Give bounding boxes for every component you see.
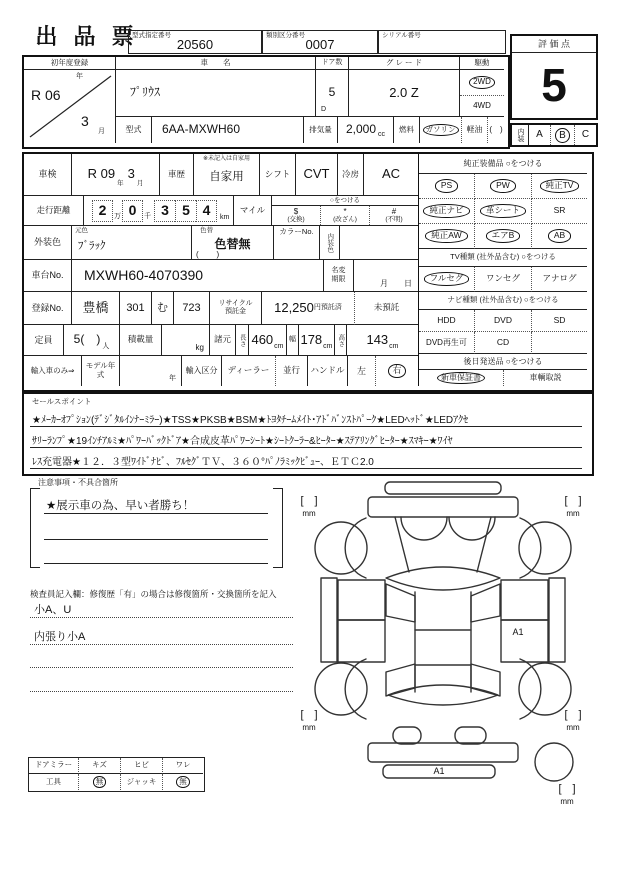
height-value: 143 cm bbox=[347, 325, 418, 356]
sill-right bbox=[549, 578, 565, 662]
first-reg-year-unit: 年 bbox=[76, 73, 83, 80]
class-code-value: 0007 bbox=[305, 36, 335, 52]
handle-label: ハンドル bbox=[308, 356, 348, 386]
inspector-label: 検査員記入欄：修復歴「有」の場合は修復箇所・交換箇所を記入 bbox=[30, 589, 277, 599]
front-bumper bbox=[368, 497, 518, 517]
ship-manual: 車輌取説 bbox=[529, 373, 562, 383]
dims-label: 諸元 bbox=[210, 325, 236, 356]
mm-bracket-bottom-left: [ ] bbox=[300, 708, 318, 721]
history-label: 車歴 bbox=[160, 154, 194, 196]
vehicle-table bbox=[22, 55, 510, 149]
recycle-label: リサイクル 預託金 bbox=[210, 292, 262, 325]
model-year-label: モデル年式 bbox=[82, 356, 120, 386]
fuel-gasoline: ガソリン bbox=[420, 117, 462, 143]
interior-color-label: 内装色 bbox=[320, 226, 340, 260]
rename-limit-value: 月 日 bbox=[354, 260, 418, 292]
inspector-line-1: 小A、U bbox=[30, 600, 293, 618]
handle-left: 左 bbox=[348, 356, 376, 386]
score-value: 5 bbox=[541, 59, 567, 112]
class-code-label: 類別区分番号 bbox=[266, 32, 305, 39]
interior-grade-box bbox=[510, 123, 598, 147]
handle-right: 右 bbox=[376, 356, 418, 386]
door-front-right bbox=[501, 580, 548, 620]
tools-tool: 工具 bbox=[29, 774, 79, 790]
import-dealer: ディーラー bbox=[222, 356, 276, 386]
inspector-line-2: 内張り小A bbox=[30, 627, 293, 645]
tv-analog: アナログ bbox=[532, 267, 587, 292]
mileage-label: 走行距離 bbox=[24, 196, 84, 226]
tools-chip: ワレ bbox=[163, 758, 203, 774]
reg-area: 豊橋 bbox=[72, 292, 120, 325]
equip-item-airbag: エアB bbox=[475, 224, 532, 249]
ship-warranty: 新車保証書 bbox=[419, 370, 504, 386]
shift-value: CVT bbox=[296, 154, 338, 196]
wheel-front-right bbox=[519, 522, 571, 574]
tail-light-right bbox=[455, 727, 486, 744]
class-code-box bbox=[262, 30, 378, 54]
equip-item-ps: PS bbox=[419, 174, 475, 199]
interior-grade-a: A bbox=[529, 125, 551, 145]
caution-line-3 bbox=[44, 542, 268, 564]
a-pillar-right bbox=[477, 517, 491, 572]
damage-mark-bumper: A1 bbox=[433, 766, 445, 776]
drive-header: 駆動 bbox=[460, 57, 504, 70]
mm-label-bottom-left: mm bbox=[302, 723, 316, 733]
score-label: 評 価 点 bbox=[512, 36, 596, 53]
navi-sd: SD bbox=[532, 310, 587, 332]
damage-mark-door: A1 bbox=[512, 627, 524, 637]
length-label: 長さ bbox=[236, 325, 249, 356]
tv-oneseg: ワンセグ bbox=[475, 267, 532, 292]
shift-label: シフト bbox=[260, 154, 296, 196]
interior-label: 内装 bbox=[512, 125, 529, 145]
page-title: 出 品 票 bbox=[35, 24, 139, 50]
vehicle-diagram bbox=[288, 480, 608, 825]
inspector-line-3 bbox=[30, 651, 293, 668]
windshield bbox=[386, 567, 500, 590]
color-change-cell: 色替 色替無 ( ) bbox=[192, 226, 274, 260]
spare-tire bbox=[535, 743, 573, 781]
caution-label: 注意事項・不具合箇所 bbox=[38, 478, 118, 487]
model-year-value: 年 bbox=[120, 356, 182, 386]
serial-label: シリアル番号 bbox=[382, 32, 421, 39]
model-value: 6AA-MXWH60 bbox=[152, 117, 304, 143]
sales-line-3: ﾚｽ充電器★１２．３型ﾜｲﾄﾞﾅﾋﾞ、ﾌﾙｾｸﾞＴＶ、３６０°ﾊﾟﾉﾗﾐｯｸﾋﾞｭｰ、ＥＴＣ2.0 bbox=[30, 448, 582, 469]
import-parallel: 並行 bbox=[276, 356, 308, 386]
navi-cd: CD bbox=[475, 332, 532, 354]
reg-no-label: 登録No. bbox=[24, 292, 72, 325]
recycle-not-deposited: 未預託 bbox=[354, 292, 418, 325]
caution-line-2 bbox=[44, 518, 268, 540]
displacement-unit: cc bbox=[378, 130, 386, 138]
tools-jack: ジャッキ bbox=[121, 774, 163, 790]
first-reg-header: 初年度登録 bbox=[24, 57, 116, 70]
score-box bbox=[510, 34, 598, 120]
equip-item-leather: 革シート bbox=[475, 199, 532, 224]
mark-exchange: $ (交換) bbox=[272, 206, 321, 225]
navi-hdd: HDD bbox=[419, 310, 475, 332]
sill-left bbox=[321, 578, 337, 662]
inspector-line-4 bbox=[30, 675, 293, 692]
caution-line-1: ★展示車の為、早い者勝ち！ bbox=[44, 492, 268, 514]
grade-cell: 2.0 Z bbox=[349, 70, 460, 117]
ac-label: 冷房 bbox=[338, 154, 364, 196]
fuel-label: 燃料 bbox=[394, 117, 420, 143]
drive-2wd-cell: 2WD bbox=[460, 70, 504, 96]
equip-item-ab: AB bbox=[532, 224, 587, 249]
mark-unknown: # (不明) bbox=[385, 207, 403, 224]
tail-light-left bbox=[393, 727, 421, 744]
mm-label-top-left: mm bbox=[302, 509, 316, 519]
width-label: 幅 bbox=[287, 325, 299, 356]
caution-bracket-left bbox=[30, 488, 40, 568]
door-rear-right bbox=[501, 620, 548, 662]
door-front-left bbox=[338, 580, 385, 620]
mm-label-top-right: mm bbox=[566, 509, 580, 519]
equip-item-tv: 純正TV bbox=[532, 174, 587, 199]
equipment-column bbox=[418, 154, 588, 386]
mm-bracket-top-right: [ ] bbox=[564, 494, 582, 507]
history-value: ※未記入は自家用 自家用 bbox=[194, 154, 260, 196]
sales-points-box bbox=[22, 392, 594, 476]
model-code-box bbox=[128, 30, 262, 54]
tools-door-mirror: ドアミラー bbox=[29, 758, 79, 774]
interior-color-value bbox=[340, 226, 418, 260]
wiper-left bbox=[401, 517, 447, 540]
tools-crack: ヒビ bbox=[121, 758, 163, 774]
reg-class: 301 bbox=[120, 292, 152, 325]
door-rear-left bbox=[338, 620, 385, 662]
mark-tampered: * (改ざん) bbox=[321, 206, 370, 225]
mileage-mile: マイル bbox=[234, 196, 272, 226]
shaken-label: 車検 bbox=[24, 154, 72, 196]
mileage-value: 2 万 0 千 3 5 4 km bbox=[84, 196, 234, 226]
model-code-label: 型式指定番号 bbox=[132, 32, 171, 39]
rear-window bbox=[388, 685, 498, 705]
capacity-value: 5( ) 人 bbox=[64, 325, 120, 356]
history-note: ※未記入は自家用 bbox=[202, 156, 251, 162]
navi-empty bbox=[532, 332, 587, 354]
drive-4wd-cell: 4WD bbox=[460, 96, 504, 117]
load-label: 積載量 bbox=[120, 325, 162, 356]
height-label: 高さ bbox=[335, 325, 347, 356]
car-name-cell: ﾌﾟﾘｳｽ bbox=[116, 70, 316, 117]
first-reg-year: R 06 bbox=[31, 87, 61, 103]
first-reg-month: 3 bbox=[81, 113, 89, 129]
navi-dvd-play: DVD再生可 bbox=[419, 332, 475, 354]
tools-none-1: 無 bbox=[79, 774, 121, 790]
interior-grade-b: B bbox=[551, 125, 575, 145]
equip-item-sr: SR bbox=[532, 199, 587, 224]
doors-cell: 5 D bbox=[316, 70, 349, 117]
ac-value: AC bbox=[364, 154, 418, 196]
tools-none-2: 無 bbox=[163, 774, 203, 790]
fuel-paren: ( ) bbox=[489, 125, 503, 135]
import-type-label: 輸入区分 bbox=[182, 356, 222, 386]
mileage-marks bbox=[272, 196, 418, 226]
doors-header: ドア数 bbox=[316, 57, 349, 70]
length-value: 460 cm bbox=[249, 325, 287, 356]
equipment-header: 純正装備品 ○をつける bbox=[419, 154, 587, 174]
reg-kana: む bbox=[152, 292, 174, 325]
tv-fullseg: フルセグ bbox=[419, 267, 475, 292]
equip-item-navi: 純正ナビ bbox=[419, 199, 475, 224]
chassis-label: 車台No. bbox=[24, 260, 72, 292]
displacement-value: 2,000 cc bbox=[338, 117, 394, 143]
grade-header: グ レ ー ド bbox=[349, 57, 460, 70]
caution-bracket-right bbox=[273, 488, 283, 568]
chassis-value: MXWH60-4070390 bbox=[72, 260, 324, 292]
pillar-wedge-tr bbox=[471, 584, 500, 622]
recycle-value: 12,250 円預託済 bbox=[262, 292, 354, 325]
displacement-label: 排気量 bbox=[304, 117, 338, 143]
sales-line-1: ★ﾒｰｶｰｵﾌﾟｼｮﾝ(ﾃﾞｼﾞﾀﾙｲﾝﾅｰﾐﾗｰ)★TSS★PKSB★BSM★ﾄﾖﾀﾁｰﾑﾒｲﾄ･ｱﾄﾞﾊﾞﾝｽﾄﾊﾟｰｸ★LEDﾍｯﾄﾞ★LEDｱｸｾ bbox=[30, 406, 582, 427]
sales-line-2: ｻﾘｰﾗﾝﾌﾟ★19ｲﾝﾁｱﾙﾐ★ﾊﾟﾜｰﾊﾞｯｸﾄﾞｱ★合成皮革ﾊﾟﾜｰｼｰﾄ★ｼｰﾄｸｰﾗｰ&ﾋｰﾀｰ★ｽﾃｱﾘﾝｸﾞﾋｰﾀｰ★ｽﾏｷｰ★ﾜｲﾔ bbox=[30, 427, 582, 448]
sales-points-label: セールスポイント bbox=[32, 397, 92, 406]
equip-item-pw: PW bbox=[475, 174, 532, 199]
interior-grade-c: C bbox=[581, 129, 590, 141]
capacity-label: 定員 bbox=[24, 325, 64, 356]
mileage-unit: km bbox=[220, 213, 230, 221]
tools-table bbox=[28, 757, 205, 792]
base-color-cell: 元色 ﾌﾞﾗｯｸ bbox=[72, 226, 192, 260]
mm-bracket-bottom-right: [ ] bbox=[564, 708, 582, 721]
ship-later-header: 後日発送品 ○をつける bbox=[419, 354, 587, 370]
front-bumper-top bbox=[385, 482, 501, 494]
first-reg-month-unit: 月 bbox=[98, 128, 105, 135]
load-value: kg bbox=[162, 325, 210, 356]
tools-scratch: キズ bbox=[79, 758, 121, 774]
first-reg-cell bbox=[24, 70, 116, 143]
color-no-cell: カラーNo. bbox=[274, 226, 320, 260]
mm-bracket-spare: [ ] bbox=[558, 782, 576, 795]
rename-limit-label: 名変 期限 bbox=[324, 260, 354, 292]
serial-box bbox=[378, 30, 506, 54]
pillar-wedge-tl bbox=[386, 584, 415, 622]
mark-header: ○をつける bbox=[272, 196, 418, 206]
wheel-front-left bbox=[315, 522, 367, 574]
rear-bumper bbox=[368, 743, 518, 762]
model-code-value: 20560 bbox=[176, 36, 214, 52]
navi-type-header: ナビ種類 (社外品含む) ○をつける bbox=[419, 292, 587, 310]
doors-unit: D bbox=[321, 105, 327, 113]
color-change-paren: ( ) bbox=[196, 249, 220, 259]
mm-label-bottom-right: mm bbox=[566, 723, 580, 733]
mm-label-spare: mm bbox=[560, 797, 574, 807]
import-only-label: 輸入車のみ⇒ bbox=[24, 356, 82, 386]
tv-type-header: TV種類 (社外品含む) ○をつける bbox=[419, 249, 587, 267]
model-label: 型式 bbox=[116, 117, 152, 143]
fuel-diesel: 軽油 bbox=[462, 117, 488, 143]
equip-item-aw: 純正AW bbox=[419, 224, 475, 249]
mm-bracket-top-left: [ ] bbox=[300, 494, 318, 507]
exterior-color-label: 外装色 bbox=[24, 226, 72, 260]
detail-table bbox=[22, 152, 594, 392]
shaken-value: R 09 年 3 月 bbox=[72, 154, 160, 196]
reg-number: 723 bbox=[174, 292, 210, 325]
width-value: 178 cm bbox=[299, 325, 335, 356]
car-name-header: 車 名 bbox=[116, 57, 316, 70]
navi-dvd: DVD bbox=[475, 310, 532, 332]
